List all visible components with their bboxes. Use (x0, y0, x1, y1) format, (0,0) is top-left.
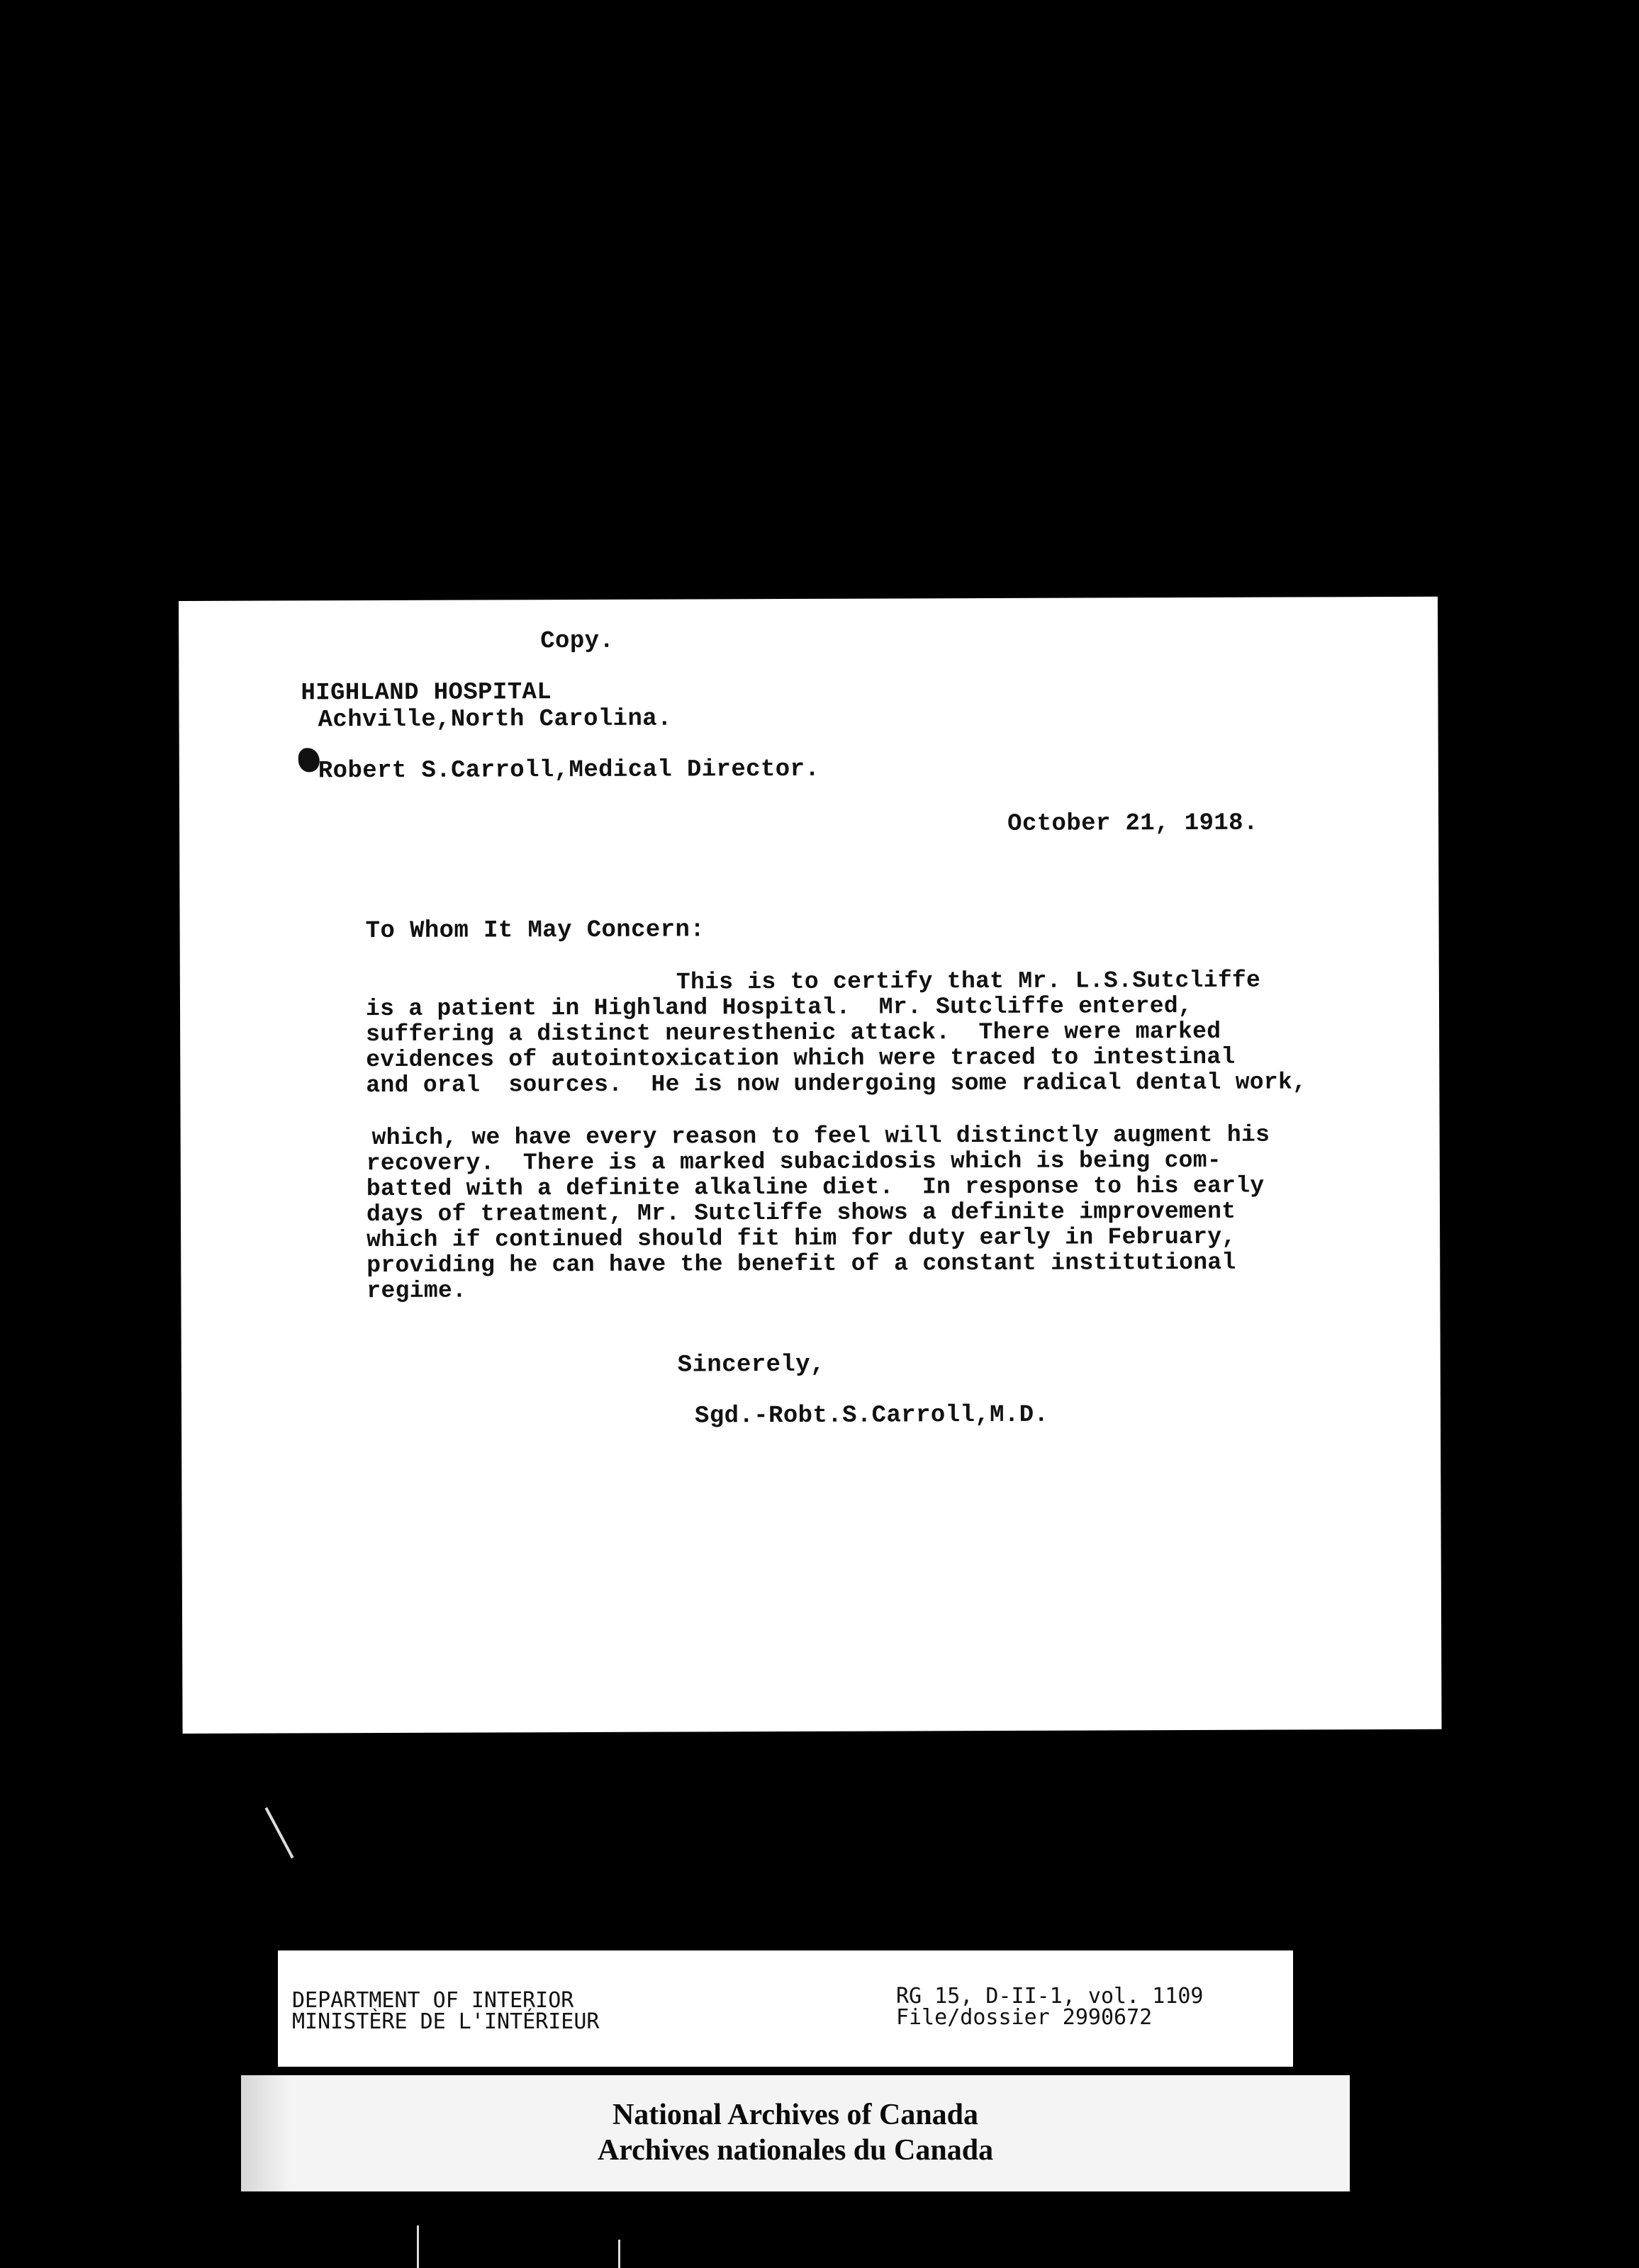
body-line: days of treatment, Mr. Sutcliffe shows a definite improvement (366, 1198, 1236, 1228)
body-line: which, we have every reason to feel will distinctly augment his (371, 1121, 1270, 1152)
archives-name-fr: Archives nationales du Canada (597, 2134, 994, 2167)
body-line: regime. (367, 1277, 467, 1305)
letter-sheet (179, 597, 1442, 1734)
film-scratch (618, 2240, 620, 2268)
department-name-fr: MINISTÈRE DE L'INTÉRIEUR (292, 2009, 600, 2034)
archives-name-en: National Archives of Canada (612, 2099, 979, 2131)
copy-mark: Copy. (540, 627, 615, 656)
body-line: recovery. There is a marked subacidosis which is being com- (366, 1147, 1222, 1177)
archives-label (241, 2075, 1350, 2191)
body-line: evidences of autointoxication which were traced to intestinal (366, 1043, 1236, 1074)
body-line: which if continued should fit him for duty early in February, (367, 1223, 1236, 1254)
record-group-reference: RG 15, D-II-1, vol. 1109 (896, 1984, 1204, 2009)
body-line: is a patient in Highland Hospital. Mr. Sutcliffe entered, (365, 993, 1193, 1023)
body-line: This is to certify that Mr. L.S.Sutcliffe (676, 967, 1261, 996)
body-line: suffering a distinct neuresthenic attack. There were marked (366, 1018, 1221, 1048)
closing: Sincerely, (677, 1351, 825, 1379)
film-scratch (264, 1807, 293, 1859)
film-scratch (417, 2225, 419, 2268)
hospital-name: HIGHLAND HOSPITAL (301, 679, 552, 707)
department-name-en: DEPARTMENT OF INTERIOR (292, 1988, 574, 2013)
department-label (278, 1950, 1293, 2067)
letter-date: October 21, 1918. (1007, 809, 1258, 838)
hospital-location: Achville,North Carolina. (318, 705, 672, 734)
medical-director: Robert S.Carroll,Medical Director. (318, 756, 820, 785)
body-line: providing he can have the benefit of a constant institutional (367, 1249, 1236, 1279)
body-line: batted with a definite alkaline diet. In response to his early (366, 1172, 1265, 1203)
signature-line: Sgd.-Robt.S.Carroll,M.D. (694, 1401, 1049, 1430)
body-line: and oral sources. He is now undergoing some radical dental work, (366, 1069, 1307, 1099)
salutation: To Whom It May Concern: (365, 916, 705, 945)
ink-blot (298, 748, 320, 772)
file-number: File/dossier 2990672 (896, 2005, 1153, 2030)
